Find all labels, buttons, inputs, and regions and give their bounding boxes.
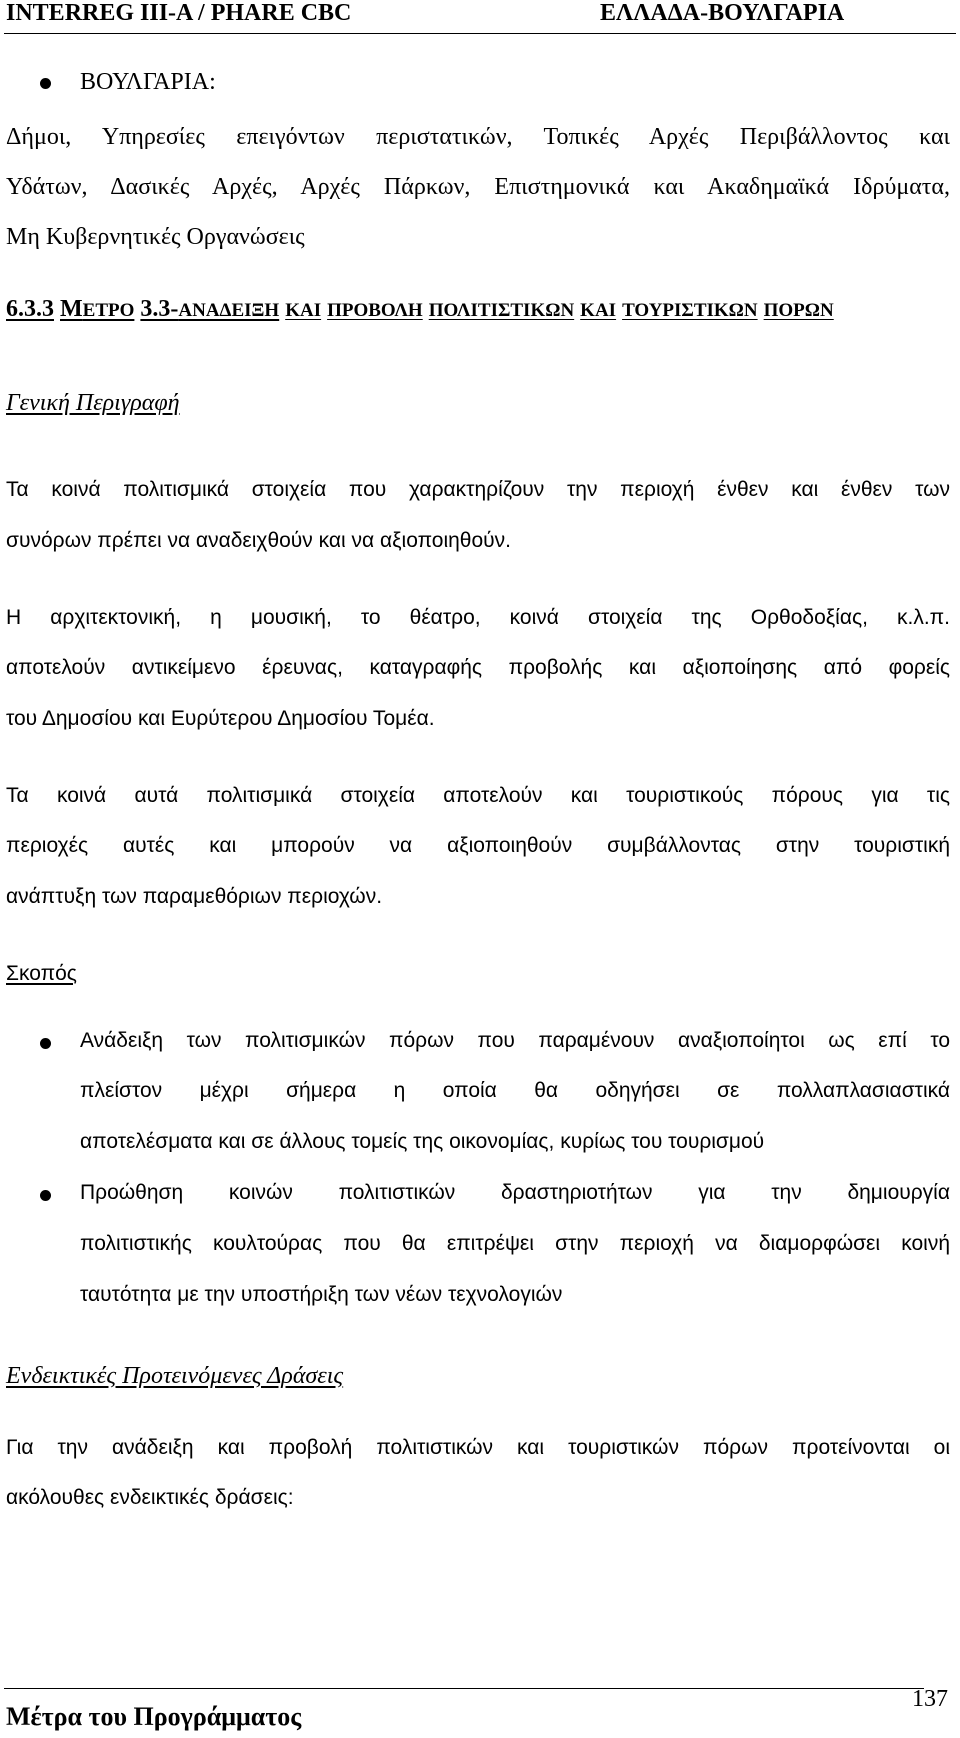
bulgaria-line-3: Μη Κυβερνητικές Οργανώσεις — [6, 224, 305, 250]
goal-heading: Σκοπός — [6, 962, 77, 985]
goal1-line-1: Ανάδειξη των πολιτισμικών πόρων που παραμένουν αναξιοποίητοι ως επί το — [80, 1029, 950, 1052]
goal2-line-1: Προώθηση κοινών πολιτιστικών δραστηριοτήτων για την δημιουργία — [80, 1181, 950, 1204]
para3-line-2: περιοχές αυτές και μπορούν να αξιοποιηθούν συμβάλλοντας στην τουριστική — [6, 834, 950, 857]
section-word-4: ΠΟΛΙΤΙΣΤΙΚΩΝ — [428, 300, 575, 321]
bulgaria-line-1: Δήμοι, Υπηρεσίες επειγόντων περιστατικών, Τοπικές Αρχές Περιβάλλοντος και — [6, 124, 950, 150]
goal1-line-2: πλείστον μέχρι σήμερα η οποία θα οδηγήσει σε πολλαπλασιαστικά — [80, 1079, 950, 1102]
footer-divider — [4, 1688, 924, 1689]
goal1-line-3: αποτελέσματα και σε άλλους τομείς της οικονομίας, κυρίως του τουρισμού — [80, 1130, 765, 1153]
section-metro: ΜΕΤΡΟ — [60, 296, 135, 322]
para1-line-1: Τα κοινά πολιτισμικά στοιχεία που χαρακτηρίζουν την περιοχή ένθεν και ένθεν των — [6, 478, 950, 501]
actions-heading: Ενδεικτικές Προτεινόμενες Δράσεις — [6, 1363, 344, 1389]
footer-title: Μέτρα του Προγράμματος — [6, 1702, 302, 1731]
goal2-line-2: πολιτιστικής κουλτούρας που θα επιτρέψει στην περιοχή να διαμορφώσει κοινή — [80, 1232, 950, 1255]
para4-line-2: ακόλουθες ενδεικτικές δράσεις: — [6, 1486, 294, 1509]
para1-line-2: συνόρων πρέπει να αναδειχθούν και να αξιοποιηθούν. — [6, 529, 511, 552]
section-word-6: ΤΟΥΡΙΣΤΙΚΩΝ — [622, 300, 758, 321]
goal2-line-3: ταυτότητα με την υποστήριξη των νέων τεχνολογιών — [80, 1283, 563, 1306]
para2-line-2: αποτελούν αντικείμενο έρευνας, καταγραφής προβολής και αξιοποίησης από φορείς — [6, 656, 950, 679]
bullet-icon — [40, 1038, 51, 1049]
section-code: 3.3-ΑΝΑΔΕΙΞΗ — [140, 296, 280, 322]
para2-line-1: Η αρχιτεκτονική, η μουσική, το θέατρο, κοινά στοιχεία της Ορθοδοξίας, κ.λ.π. — [6, 606, 950, 629]
section-title — [6, 296, 834, 324]
para3-line-3: ανάπτυξη των παραμεθόριων περιοχών. — [6, 885, 383, 908]
bulgaria-label: ΒΟΥΛΓΑΡΙΑ: — [80, 69, 216, 95]
bullet-icon — [40, 78, 51, 89]
bulgaria-line-2: Υδάτων, Δασικές Αρχές, Αρχές Πάρκων, Επιστημονικά και Ακαδημαϊκά Ιδρύματα, — [6, 174, 950, 200]
page-number: 137 — [912, 1686, 948, 1712]
page-header — [0, 0, 960, 32]
header-program: INTERREG III-A / PHARE CBC — [6, 0, 352, 26]
para3-line-1: Τα κοινά αυτά πολιτισμικά στοιχεία αποτελούν και τουριστικούς πόρους για τις — [6, 784, 950, 807]
section-word-2: ΚΑΙ — [285, 300, 322, 321]
section-number: 6.3.3 — [6, 296, 54, 322]
general-description-heading: Γενική Περιγραφή — [6, 390, 180, 416]
para2-line-3: του Δημοσίου και Ευρύτερου Δημοσίου Τομέα. — [6, 707, 435, 730]
para4-line-1: Για την ανάδειξη και προβολή πολιτιστικών και τουριστικών πόρων προτείνονται οι — [6, 1436, 950, 1459]
bullet-icon — [40, 1190, 51, 1201]
header-divider — [4, 33, 956, 34]
section-word-5: ΚΑΙ — [580, 300, 617, 321]
section-word-7: ΠΟΡΩΝ — [763, 300, 834, 321]
section-word-3: ΠΡΟΒΟΛΗ — [327, 300, 423, 321]
header-region: ΕΛΛΑΔΑ-ΒΟΥΛΓΑΡΙΑ — [600, 0, 845, 26]
